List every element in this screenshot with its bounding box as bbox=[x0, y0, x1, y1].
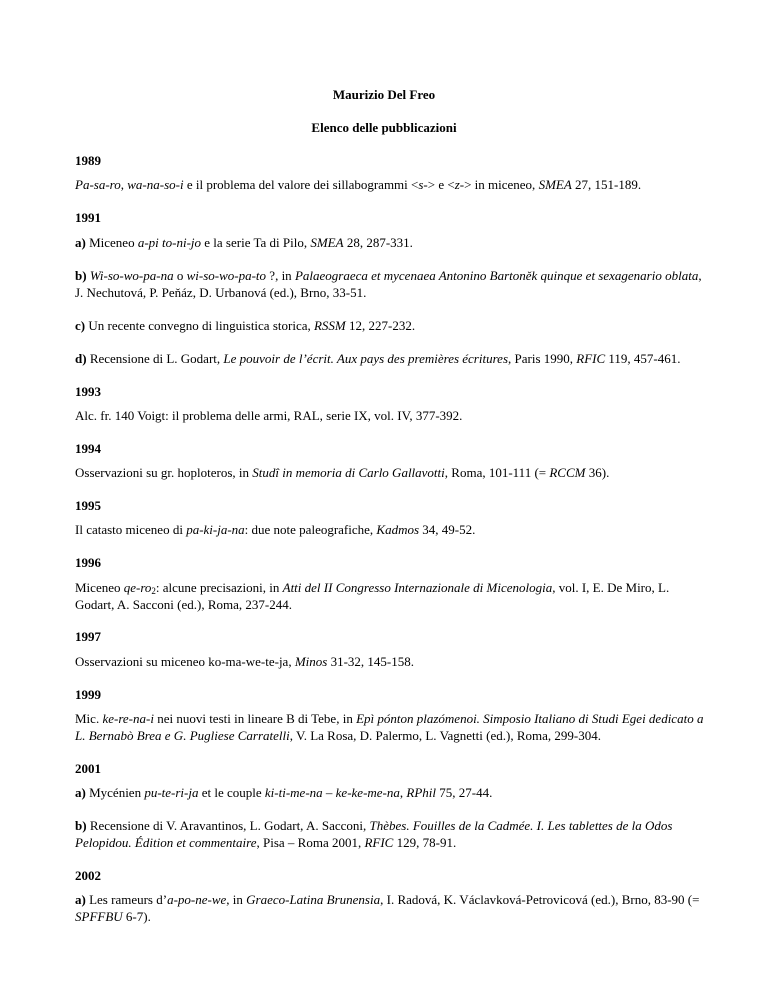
entry-2001-a: a) Mycénien pu-te-ri-ja et le couple ki-ti-me-na – ke-ke-me-na, RPhil 75, 27-44. bbox=[75, 785, 493, 800]
year-heading-1991: 1991 bbox=[75, 210, 101, 225]
entry-1991-b: b) Wi-so-wo-pa-na o wi-so-wo-pa-to ?, in Palaeograeca et mycenaea Antonino Bartoněk quinque et sexagenario oblata, J. Nechutová, P. Peňáz, D. Urbanová (ed.), Brno, 33-51. bbox=[75, 268, 702, 300]
year-heading-1989: 1989 bbox=[75, 153, 101, 168]
entry-1996: Miceneo $qe-ro_2$: alcune precisazioni, in Atti del II Congresso Internazionale di Micenologia, vol. I, E. De Miro, L. Godart, A. Sacconi (ed.), Roma, 237-244. bbox=[75, 580, 670, 612]
year-heading-1999: 1999 bbox=[75, 687, 101, 702]
year-heading-1993: 1993 bbox=[75, 384, 101, 399]
entry-1995: Il catasto miceneo di pa-ki-ja-na: due note paleografiche, Kadmos 34, 49-52. bbox=[75, 522, 476, 537]
entry-1999: Mic. ke-re-na-i nei nuovi testi in lineare B di Tebe, in Epì pónton plazómenoi. Simposio Italiano di Studi Egei dedicato a L. Bernabò Brea e G. Pugliese Carratelli, V. La Rosa, D. Palermo, L. Vagnetti (ed.), Roma, 299-304. bbox=[75, 711, 704, 743]
entry-1997: Osservazioni su miceneo ko-ma-we-te-ja, Minos 31-32, 145-158. bbox=[75, 654, 415, 669]
entry-1993: Alc. fr. 140 Voigt: il problema delle armi, RAL, serie IX, vol. IV, 377-392. bbox=[75, 408, 463, 423]
document-title: Elenco delle pubblicazioni bbox=[311, 120, 457, 135]
year-heading-1995: 1995 bbox=[75, 498, 101, 513]
author-name: Maurizio Del Freo bbox=[332, 87, 436, 102]
year-heading-1997: 1997 bbox=[75, 629, 101, 644]
entry-1989: Pa-sa-ro, wa-na-so-i e il problema del valore dei sillabogrammi <s-> e <z-> in miceneo, SMEA 27, 151-189. bbox=[75, 177, 642, 192]
year-heading-1994: 1994 bbox=[75, 441, 101, 456]
entry-2001-b: b) Recensione di V. Aravantinos, L. Godart, A. Sacconi, Thèbes. Fouilles de la Cadmée. I. Les tablettes de la Odos Pelopidou. Édition et commentaire, Pisa – Roma 2001, RFIC 129, 78-91. bbox=[75, 818, 673, 850]
year-heading-1996: 1996 bbox=[75, 555, 101, 570]
year-heading-2002: 2002 bbox=[75, 868, 101, 883]
entry-1991-d: d) Recensione di L. Godart, Le pouvoir de l’écrit. Aux pays des premières écritures, Paris 1990, RFIC 119, 457-461. bbox=[75, 351, 681, 366]
entry-1991-a: a) Miceneo a-pi to-ni-jo e la serie Ta di Pilo, SMEA 28, 287-331. bbox=[75, 235, 413, 250]
entry-2002-a: a) Les rameurs d’a-po-ne-we, in Graeco-Latina Brunensia, I. Radová, K. Václavková-Petrovicová (ed.), Brno, 83-90 (= SPFFBU 6-7). bbox=[75, 892, 700, 924]
year-heading-2001: 2001 bbox=[75, 761, 101, 776]
entry-1994: Osservazioni su gr. hoploteros, in Studî in memoria di Carlo Gallavotti, Roma, 101-111 (= RCCM 36). bbox=[75, 465, 610, 480]
entry-1991-c: c) Un recente convegno di linguistica storica, RSSM 12, 227-232. bbox=[75, 318, 416, 333]
